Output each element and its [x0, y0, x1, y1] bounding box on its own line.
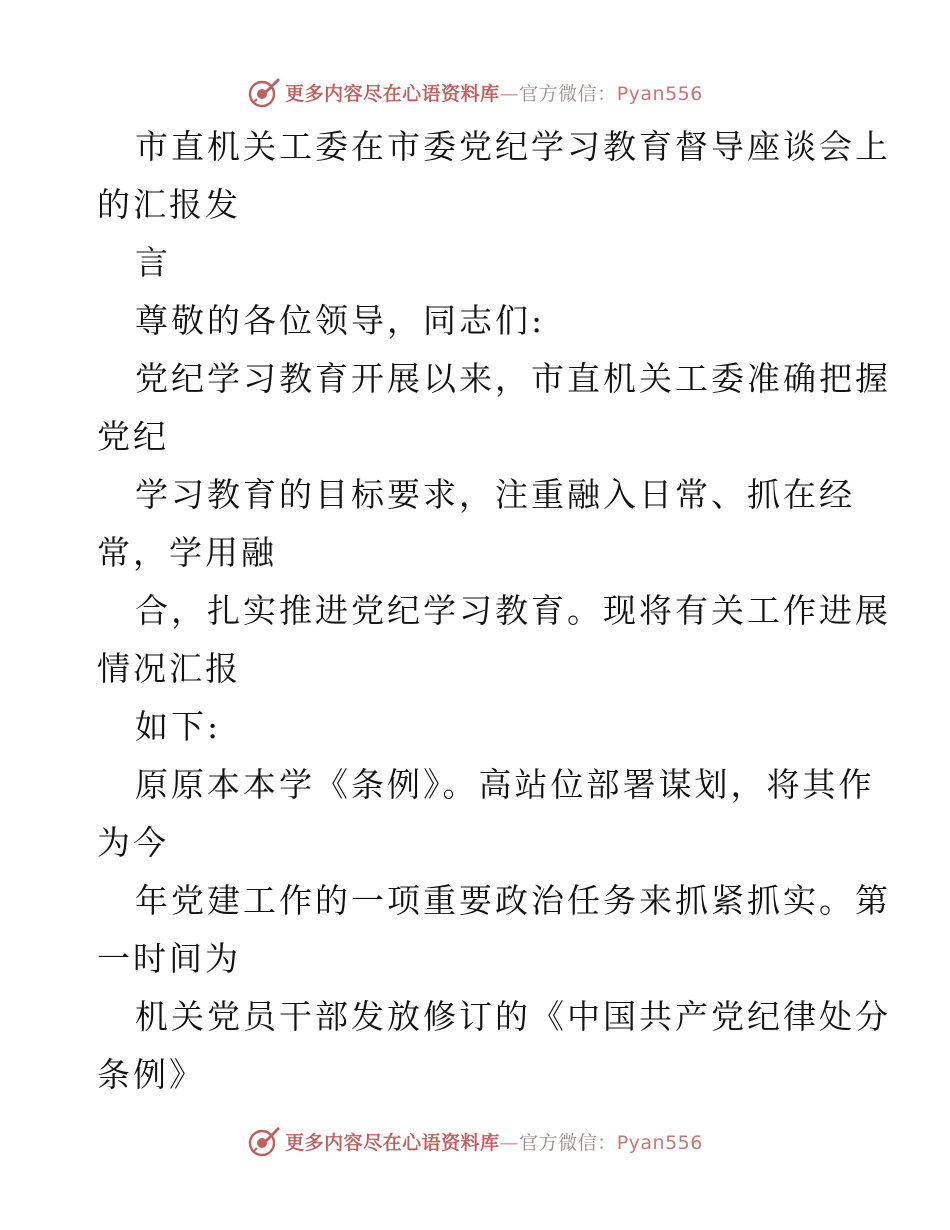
paragraph-line: 情况汇报	[97, 649, 241, 688]
doc-title-line-3: 言	[135, 243, 171, 282]
watermark-text	[285, 1128, 703, 1155]
watermark-text	[285, 79, 703, 106]
header-watermark	[0, 72, 950, 112]
watermark-wechat-label: 官方微信：	[519, 1131, 617, 1154]
paragraph-line: 党纪	[97, 417, 169, 456]
paragraph-line: 学习教育的目标要求，注重融入日常、抓在经	[135, 475, 855, 514]
salutation: 尊敬的各位领导，同志们:	[135, 301, 546, 340]
watermark-brand: 更多内容尽在心语资料库	[285, 1131, 500, 1154]
paragraph-line: 如下:	[135, 707, 222, 746]
watermark-separator: —	[499, 82, 520, 105]
paragraph-line: 合，扎实推进党纪学习教育。现将有关工作进展	[135, 591, 891, 630]
watermark-separator: —	[499, 1131, 520, 1154]
paragraph-line: 一时间为	[97, 939, 241, 978]
watermark-brand: 更多内容尽在心语资料库	[285, 82, 500, 105]
watermark-wechat-id: Pyan556	[616, 82, 703, 105]
quill-seal-icon	[247, 75, 281, 109]
paragraph-line: 条例》	[97, 1055, 205, 1094]
doc-title-line-2: 的汇报发	[97, 185, 241, 224]
footer-watermark	[0, 1121, 950, 1161]
quill-seal-icon	[247, 1124, 281, 1158]
watermark-wechat-id: Pyan556	[616, 1131, 703, 1154]
paragraph-line: 年党建工作的一项重要政治任务来抓紧抓实。第	[135, 881, 891, 920]
paragraph-line: 原原本本学《条例》。高站位部署谋划，将其作	[135, 765, 875, 804]
paragraph-line: 常，学用融	[97, 533, 277, 572]
watermark-wechat-label: 官方微信：	[519, 82, 617, 105]
paragraph-line: 机关党员干部发放修订的《中国共产党纪律处分	[135, 997, 891, 1036]
paragraph-line: 党纪学习教育开展以来，市直机关工委准确把握	[135, 359, 891, 398]
document-body	[97, 118, 891, 1104]
doc-title-line-1: 市直机关工委在市委党纪学习教育督导座谈会上	[135, 127, 891, 166]
paragraph-line: 为今	[97, 823, 169, 862]
